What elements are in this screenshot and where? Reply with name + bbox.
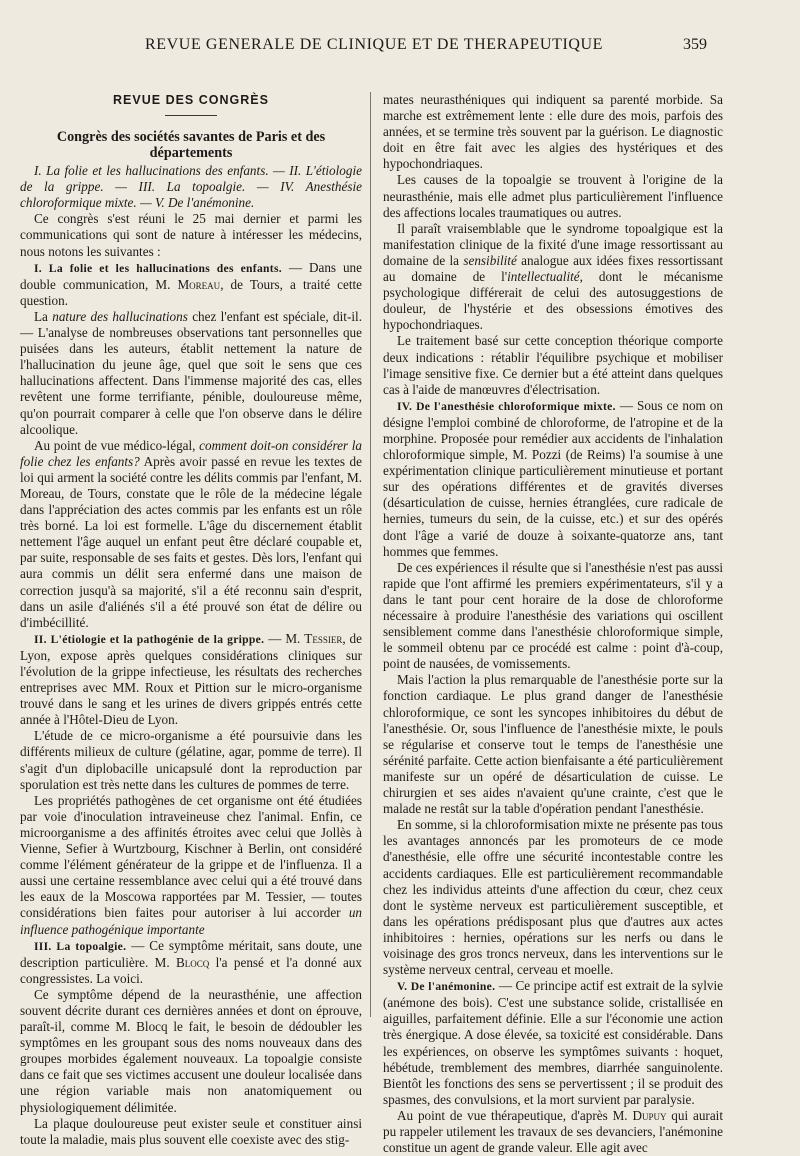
- hallucinations-paragraph: La nature des hallucinations chez l'enfant est spéciale, dit-il. — L'analyse de nombreuses observations tant personnelles que puisées dans les auteurs, établit nettement la nature de l'hallucination du jeune âge, quel que soit le sens que ces hallucinations affectent. Dans l'immense majorité des cas, elles revêtent une forme terrifiante, pénible, douloureuse même, qu'on pourrait comparer à celle que l'on observe dans le délire alcoolique.: [20, 308, 362, 437]
- author-name: Moreau: [177, 276, 221, 292]
- contents-summary: I. La folie et les hallucinations des enfants. — II. L'étiologie de la grippe. — III. La topoalgie. — IV. Anesthésie chloroformique mixte. — V. De l'anémonine.: [20, 163, 362, 211]
- section-2-heading: II. L'étiologie et la pathogénie de la grippe.: [34, 632, 265, 646]
- section-5-heading: V. De l'anémonine.: [397, 980, 496, 994]
- section-1-paragraph: I. La folie et les hallucinations des enfants. — Dans une double communication, M. Moreau, de Tours, a traité cette question.: [20, 259, 362, 308]
- causes-paragraph: Les causes de la topoalgie se trouvent à l'origine de la neurasthénie, mais elle admet plus particulièrement l'influence des affections locales traumatiques ou autres.: [383, 172, 723, 220]
- intro-paragraph: Ce congrès s'est réuni le 25 mai dernier et parmi les communications qui sont de nature à intéresser les médecins, nous notons les suivantes :: [20, 211, 362, 259]
- journal-title: REVUE GENERALE DE CLINIQUE ET DE THERAPEUTIQUE: [145, 36, 604, 53]
- page-number: 359: [683, 36, 707, 53]
- pathogenic-paragraph: Les propriétés pathogènes de cet organisme ont été étudiées par voie d'inoculation intraveineuse chez l'animal. Enfin, ce microorganisme a des affinités étroites avec celui que Jollès à Vienne, Sefier à Wurtzbourg, Kischner à Berlin, ont considéré comme l'élément générateur de la grippe et de l'influenza. Il a aussi une certaine ressemblance avec celui qui a été trouvé dans les eaux de la Moscowa rapportées par M. Tessier, — toutes considérations bien faites pour autoriser à lui accorder un influence pathogénique importante: [20, 792, 362, 937]
- left-column: [20, 86, 362, 1147]
- section-4-paragraph: IV. De l'anesthésie chloroformique mixte. — Sous ce nom on désigne l'emploi combiné de chloroforme, de l'atropine et de la morphine. Proposée pour remédier aux accidents de l'inhalation chloroformique simple, M. Pozzi (de Reims) l'a soumise à une expérimentation clinique particulièrement minutieuse et portant sur des opérations différentes et de gravités diverses (désarticulation de cuisse, hernies étranglées, cure radicale de hernies, tumeurs du sein, de la cuisse, etc.) et sur des opérés dont l'âge a varié de douze à soixante-quatorze ans, tant hommes que femmes.: [383, 397, 723, 559]
- section-3-heading: III. La topoalgie.: [34, 939, 127, 953]
- column-divider: [370, 92, 371, 1017]
- treatment-paragraph: Le traitement basé sur cette conception théorique comporte deux indications : rétablir l'équilibre psychique et mobiliser l'image sensitive fixe. Ce dernier but a été atteint dans quelques cas à l'aide de manœuvres d'électrisation.: [383, 333, 723, 397]
- painful-plaque-paragraph: La plaque douloureuse peut exister seule et constituer ainsi toute la maladie, mais plus souvent elle coexiste avec des stig-: [20, 1115, 362, 1147]
- continuation-paragraph: mates neurasthéniques qui indiquent sa parenté morbide. Sa marche est extrêmement lente : elle dure des mois, parfois des années, et se termine très souvent par la guérison. Le diagnostic doit en être fait avec les algies des hystériques et des hypochondriaques.: [383, 92, 723, 172]
- cardiac-paragraph: Mais l'action la plus remarquable de l'anesthésie porte sur la fonction cardiaque. Le plus grand danger de l'anesthésie chloroformique, ce sont les syncopes inhibitoires du début de l'anesthésie. Or, sous l'influence de l'anesthésie mixte, le pouls se régularise et conserve tout le temps de l'anesthésie une sérénité parfaite. Cette action bienfaisante a été particulièrement manifeste sur un opéré de désarticulation de cuisse. Le chirurgien et ses aides n'avaient qu'une crainte, c'est que le malade ne restât sur la table d'opération pendant l'anesthésie.: [383, 672, 723, 817]
- section-2-paragraph: II. L'étiologie et la pathogénie de la grippe. — M. Tessier, de Lyon, expose après quelques considérations cliniques sur l'évolution de la grippe infectieuse, les résultats des recherches entreprises avec MM. Roux et Pittion sur le micro-organisme trouvé dans le sang et les urines de divers grippés entrés cette année à l'Hôtel-Dieu de Lyon.: [20, 630, 362, 728]
- medico-legal-paragraph: Au point de vue médico-légal, comment doit-on considérer la folie chez les enfants? Après avoir passé en revue les textes de loi qui arment la société contre les délits commis par l'enfant, M. Moreau, de Tours, constate que le rôle de la médecine légale dans l'appréciation des actes commis par les enfants est un rôle très borné. La loi est formelle. L'âge du discernement établit nettement l'âge auquel un enfant peut être déclaré coupable et, par suite, responsable de ses faits et gestes. Dès lors, l'enfant qui aura commis un délit sera enfermé dans une maison de correction jusqu'à sa majorité, s'il a été reconnu sain d'esprit, dans un asile d'aliénés s'il a été prouvé son état de délire ou d'imbécillité.: [20, 437, 362, 630]
- running-head: [0, 36, 800, 58]
- author-name: Tessier: [304, 630, 343, 646]
- title-rule: [165, 115, 217, 116]
- therapeutic-paragraph: Au point de vue thérapeutique, d'après M. Dupuy qui aurait pu rappeler utilement les travaux de ses devanciers, l'anémonine constitue un agent de grande valeur. Elle agit avec: [383, 1107, 724, 1156]
- section-4-heading: IV. De l'anesthésie chloroformique mixte.: [397, 399, 616, 413]
- right-column: [383, 92, 724, 1156]
- author-name: Dupuy: [632, 1107, 667, 1123]
- congress-subtitle: Congrès des sociétés savantes de Paris et des départements: [56, 129, 326, 162]
- mechanism-paragraph: Il paraît vraisemblable que le syndrome topoalgique est la manifestation clinique de la fixité d'une image ressortissant au domaine de la sensibilité analogue aux idées fixes ressortissant au domaine de l'intellectualité, dont le mécanisme psychologique différerait de celui des autosuggestions de douleur, de l'hystérie et des obsessions émotives des hypochondriaques.: [383, 220, 723, 333]
- section-5-paragraph: V. De l'anémonine. — Ce principe actif est extrait de la sylvie (anémone des bois). C'est une substance solide, cristallisée en aiguilles, parfaitement définie. Elle a sur l'économie une action très énergique. A dose élevée, sa toxicité est considérable. Dans les expériences, on observe les symptômes suivants : hoquet, hébétude, tremblement des membres, diarrhée sanguinolente. Bientôt les fonctions des sens se pervertissent ; il se produit des spasmes, des convulsions, et la mort survient par paralysie.: [383, 978, 723, 1107]
- summary-paragraph: En somme, si la chloroformisation mixte ne présente pas tous les avantages annoncés par les promoteurs de ce mode d'anesthésie, elle offre une sécurité incontestable contre les accidents cardiaques. Elle est particulièrement recommandable chez les individus atteints d'une affection du cœur, chez ceux dont le système nerveux est particulièrement susceptible, et dans les opérations prédisposant plus que d'autres aux actes inhibitoires : hernies, opérations sur les nerfs ou dans le voisinage des gros troncs nerveux, dans les interventions sur le système nerveux central, cerveau et moelle.: [383, 817, 723, 978]
- experiments-paragraph: De ces expériences il résulte que si l'anesthésie n'est pas aussi rapide que l'ont affirmé les premiers expérimentateurs, s'il y a dans le tant pour cent horaire de la dose de chloroforme nécessaire à produire l'anesthésie des variations qui oscillent sensiblement comme dans l'anesthésie chloroformique simple, le sommeil obtenu par ce procédé est calme : point d'à-coup, point de nausées, de vomissements.: [383, 559, 723, 672]
- author-name: Blocq: [176, 954, 210, 970]
- section-3-paragraph: III. La topoalgie. — Ce symptôme méritait, sans doute, une description particulière. M. Blocq l'a pensé et l'a donné aux congressistes. La voici.: [20, 937, 362, 986]
- culture-paragraph: L'étude de ce micro-organisme a été poursuivie dans les différents milieux de culture (gélatine, agar, pomme de terre). Il s'agit d'un diplobacille unicapsulé dont la reproduction par sporulation est très nette dans les cultures de pommes de terre.: [20, 728, 362, 792]
- section-title: REVUE DES CONGRÈS: [113, 93, 269, 107]
- neurasthenia-paragraph: Ce symptôme dépend de la neurasthénie, une affection souvent décrite durant ces dernières années et dont on éprouve, paraît-il, comme M. Blocq le fait, le besoin de dédoubler les symptômes en les groupant sous des noms nouveaux dans des groupes morbides également nouveaux. La topoalgie consiste dans ce fait que ses victimes accusent une douleur localisée dans une région variable mais non anatomiquement ou physiologiquement délimitée.: [20, 986, 362, 1115]
- section-1-heading: I. La folie et les hallucinations des enfants.: [34, 261, 282, 275]
